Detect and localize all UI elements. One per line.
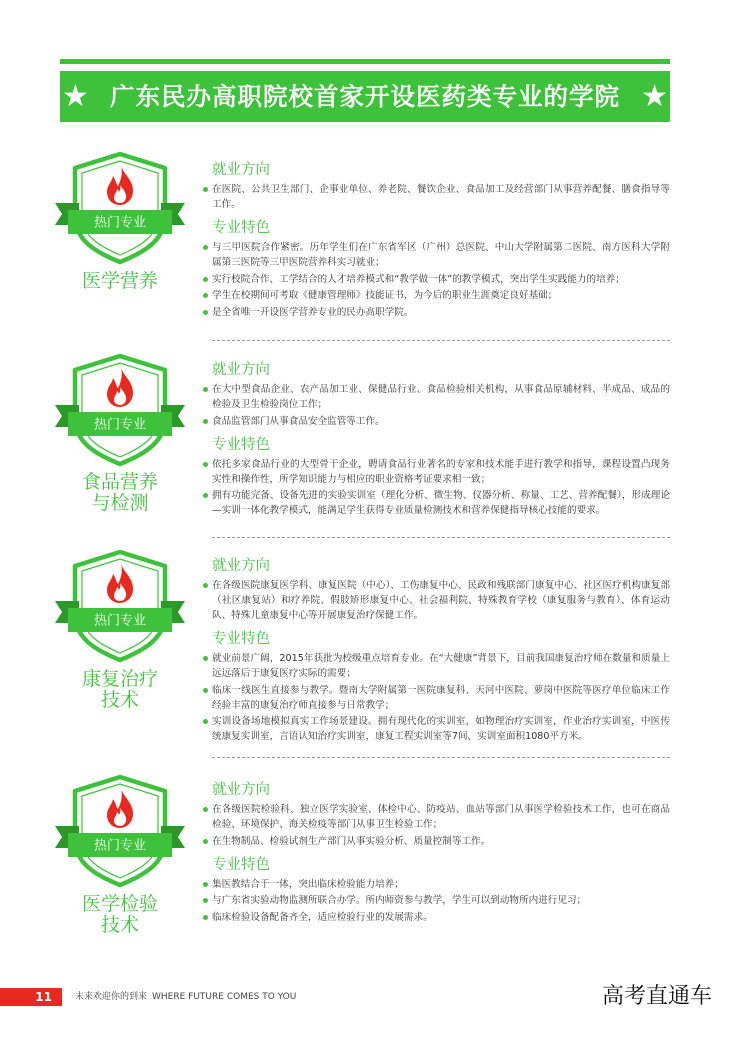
shield-outline — [75, 154, 165, 262]
page-title: 广东民办高职院校首家开设医药类专业的学院 — [110, 82, 620, 111]
shield-outline — [75, 777, 165, 885]
features-heading: 专业特色 — [212, 856, 270, 873]
dashed-divider — [212, 537, 670, 538]
features-list — [202, 240, 670, 320]
shield-outline — [75, 552, 165, 660]
features-heading: 专业特色 — [212, 220, 270, 236]
list-item: 是全省唯一开设医学营养专业的民办高职学院。 — [202, 305, 670, 320]
employment-heading: 就业方向 — [212, 782, 270, 798]
page-number: 11 — [0, 988, 62, 1006]
list-item: 临床检验设备配备齐全，适应检验行业的发展需求。 — [202, 910, 670, 925]
list-item: 就业前景广阔，2015年获批为校级重点培育专业。在“大健康”背景下，目前我国康复治疗师在数量和质量上远远落后于康复医疗实际的需要； — [202, 651, 670, 681]
features-list — [202, 651, 670, 744]
list-item: 集医教结合于一体，突出临床检验能力培养； — [202, 877, 670, 892]
major-name-line: 食品营养 — [81, 471, 158, 493]
hot-major-badge — [55, 775, 185, 887]
hot-major-badge — [55, 550, 185, 662]
footer-slogan-cn: 未来欢迎你的到来 — [75, 992, 148, 1002]
list-item: 依托多家食品行业的大型骨干企业，聘请食品行业著名的专家和技术能手进行教学和指导，课程设置凸现务实性和操作性，所学知识能力与相应的职业资格考证要求相一致； — [202, 457, 670, 487]
list-item: 在各级医院康复医学科、康复医院（中心）、工伤康复中心、民政和残联部门康复中心、社区医疗机构康复部（社区康复站）和疗养院、假肢矫形康复中心、社会福利院、特殊教育学校（康复服务与教育）、体育运动队、特殊儿童康复中心等开展康复治疗保健工作。 — [202, 578, 670, 623]
list-item: 与三甲医院合作紧密。历年学生们在广东省军区（广州）总医院、中山大学附属第二医院、南方医科大学附属第三医院等三甲医院营养科实习就业； — [202, 240, 670, 270]
list-item: 在各级医院检验科、独立医学实验室、体检中心、防疫站、血站等部门从事医学检验技术工作，也可在商品检验、环境保护、海关检疫等部门从事卫生检验工作； — [202, 802, 670, 832]
list-item: 实训设备场地模拟真实工作场景建设。拥有现代化的实训室，如物理治疗实训室，作业治疗实训室，中医传统康复实训室，言语认知治疗实训室，康复工程实训室等7间，实训室面积1080平方米。 — [202, 714, 670, 744]
major-name-line: 康复治疗 — [81, 668, 158, 690]
employment-heading: 就业方向 — [212, 362, 270, 378]
ribbon-label: 热门专业 — [93, 838, 147, 854]
features-heading: 专业特色 — [212, 436, 270, 453]
features-list — [202, 877, 670, 925]
star-icon: ★ — [62, 79, 89, 114]
list-item: 学生在校期间可考取《健康管理师》技能证书，为今后的职业生涯奠定良好基础； — [202, 288, 670, 303]
hot-major-badge — [55, 152, 185, 264]
ribbon-label: 热门专业 — [93, 613, 147, 629]
watermark: 高考直通车 — [602, 984, 713, 1009]
features-list — [202, 457, 670, 519]
ribbon-label: 热门专业 — [93, 417, 147, 433]
list-item: 拥有功能完备、设备先进的实验实训室（理化分析、微生物、仪器分析、称量、工艺、营养配餐），形成理论—实训一体化教学模式，能满足学生获得专业质量检测技术和营养保健指导核心技能的要求。 — [202, 488, 670, 518]
major-details — [202, 160, 670, 321]
major-name — [50, 271, 190, 292]
major-details — [202, 556, 670, 746]
list-item: 实行校院合作、工学结合的人才培养模式和“教学做一体”的教学模式，突出学生实践能力的培养； — [202, 272, 670, 287]
features-heading: 专业特色 — [212, 631, 270, 647]
major-name-line: 医学检验 — [81, 893, 158, 915]
list-item: 在生物制品、检验试剂生产部门从事实验分析、质量控制等工作。 — [202, 834, 670, 849]
list-item: 食品监管部门从事食品安全监管等工作。 — [202, 414, 670, 429]
list-item: 在大中型食品企业、农产品加工业、保健品行业、食品检验相关机构，从事食品原辅材料、半成品、成品的检验及卫生检验岗位工作； — [202, 382, 670, 412]
major-name — [50, 472, 190, 514]
shield-outline — [75, 356, 165, 464]
list-item: 与广东省实验动物监测所联合办学。所内师资参与教学，学生可以到动物所内进行见习； — [202, 893, 670, 908]
major-name-line: 技术 — [100, 914, 139, 936]
top-accent-bar — [60, 59, 670, 64]
major-name — [50, 669, 190, 711]
major-details — [202, 360, 670, 520]
title-banner — [60, 71, 670, 122]
hot-major-badge — [55, 354, 185, 466]
major-name-line: 医学营养 — [81, 270, 158, 292]
dashed-divider — [212, 340, 670, 341]
major-name-line: 与检测 — [91, 492, 149, 514]
dashed-divider — [212, 757, 670, 758]
footer-slogan — [75, 990, 296, 1004]
employment-heading: 就业方向 — [212, 558, 270, 574]
employment-list — [202, 802, 670, 849]
major-details — [202, 780, 670, 926]
employment-list — [202, 578, 670, 623]
employment-list — [202, 382, 670, 429]
star-icon: ★ — [641, 79, 668, 114]
list-item: 在医院、公共卫生部门、企事业单位、养老院、餐饮企业、食品加工及经营部门从事营养配餐、膳食指导等工作。 — [202, 182, 670, 212]
ribbon-label: 热门专业 — [93, 215, 147, 231]
employment-heading: 就业方向 — [212, 162, 270, 178]
major-name — [50, 894, 190, 936]
footer-slogan-en: WHERE FUTURE COMES TO YOU — [152, 992, 297, 1002]
major-name-line: 技术 — [100, 689, 139, 711]
list-item: 临床一线医生直接参与教学。暨南大学附属第一医院康复科、天河中医院、萝岗中医院等医疗单位临床工作经验丰富的康复治疗师直接参与日常教学； — [202, 683, 670, 713]
employment-list — [202, 182, 670, 212]
